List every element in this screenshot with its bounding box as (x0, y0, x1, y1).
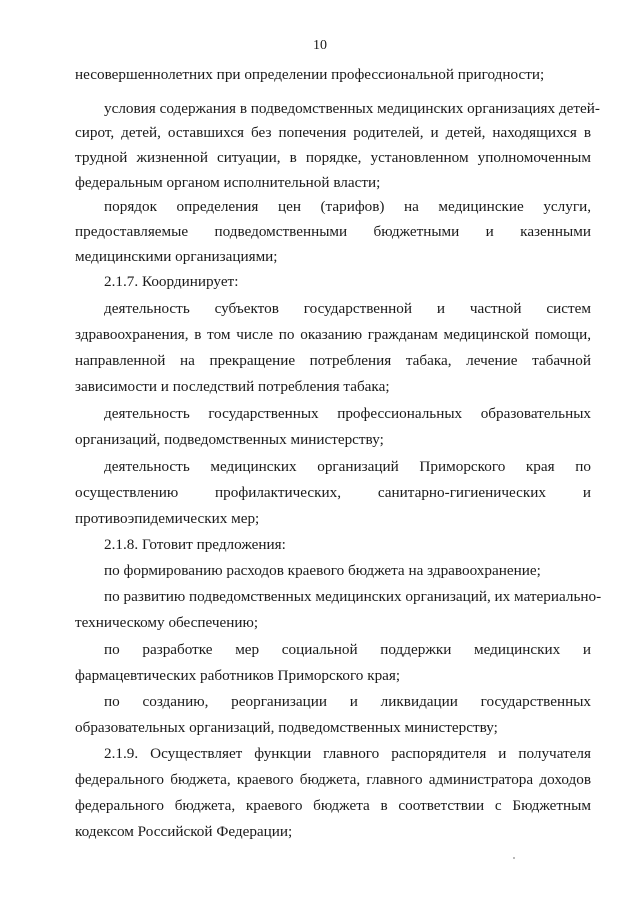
text-line: кодексом Российской Федерации; (75, 823, 293, 840)
text-line: организаций, подведомственных министерству; (75, 431, 384, 448)
text-line: деятельность государственных профессиональных образовательных (104, 405, 591, 422)
section-heading: 2.1.9. Осуществляет функции главного распорядителя и получателя (104, 745, 591, 762)
text-line: по разработке мер социальной поддержки медицинских и (104, 641, 591, 658)
text-line: техническому обеспечению; (75, 614, 259, 631)
page-number: 10 (313, 38, 327, 53)
text-line: сирот, детей, оставшихся без попечения родителей, и детей, находящихся в (75, 124, 591, 141)
text-line: противоэпидемических мер; (75, 510, 260, 527)
text-line: трудной жизненной ситуации, в порядке, установленном уполномоченным (75, 149, 591, 166)
text-line: порядок определения цен (тарифов) на медицинские услуги, (104, 198, 591, 215)
text-line: федерального бюджета, краевого бюджета, главного администратора доходов (75, 771, 591, 788)
text-line: деятельность субъектов государственной и частной систем (104, 300, 591, 317)
text-line: фармацевтических работников Приморского края; (75, 667, 401, 684)
text-line: направленной на прекращение потребления табака, лечение табачной (75, 352, 591, 369)
text-line: по развитию подведомственных медицинских организаций, их материально- (104, 588, 602, 605)
text-line: федеральным органом исполнительной власти; (75, 174, 381, 191)
text-line: здравоохранения, в том числе по оказанию гражданам медицинской помощи, (75, 326, 591, 343)
text-line: несовершеннолетних при определении профессиональной пригодности; (75, 66, 545, 83)
scan-speck (513, 857, 515, 859)
text-line: предоставляемые подведомственными бюджетными и казенными (75, 223, 591, 240)
text-line: деятельность медицинских организаций Приморского края по (104, 458, 591, 475)
text-line: образовательных организаций, подведомственных министерству; (75, 719, 498, 736)
text-line: осуществлению профилактических, санитарно-гигиенических и (75, 484, 591, 501)
text-line: медицинскими организациями; (75, 248, 278, 265)
section-heading: 2.1.7. Координирует: (104, 273, 239, 290)
text-line: условия содержания в подведомственных медицинских организациях детей- (104, 100, 600, 117)
text-line: по созданию, реорганизации и ликвидации государственных (104, 693, 591, 710)
text-line: по формированию расходов краевого бюджета на здравоохранение; (104, 562, 541, 579)
text-line: зависимости и последствий потребления табака; (75, 378, 390, 395)
section-heading: 2.1.8. Готовит предложения: (104, 536, 286, 553)
text-line: федерального бюджета, краевого бюджета в соответствии с Бюджетным (75, 797, 591, 814)
